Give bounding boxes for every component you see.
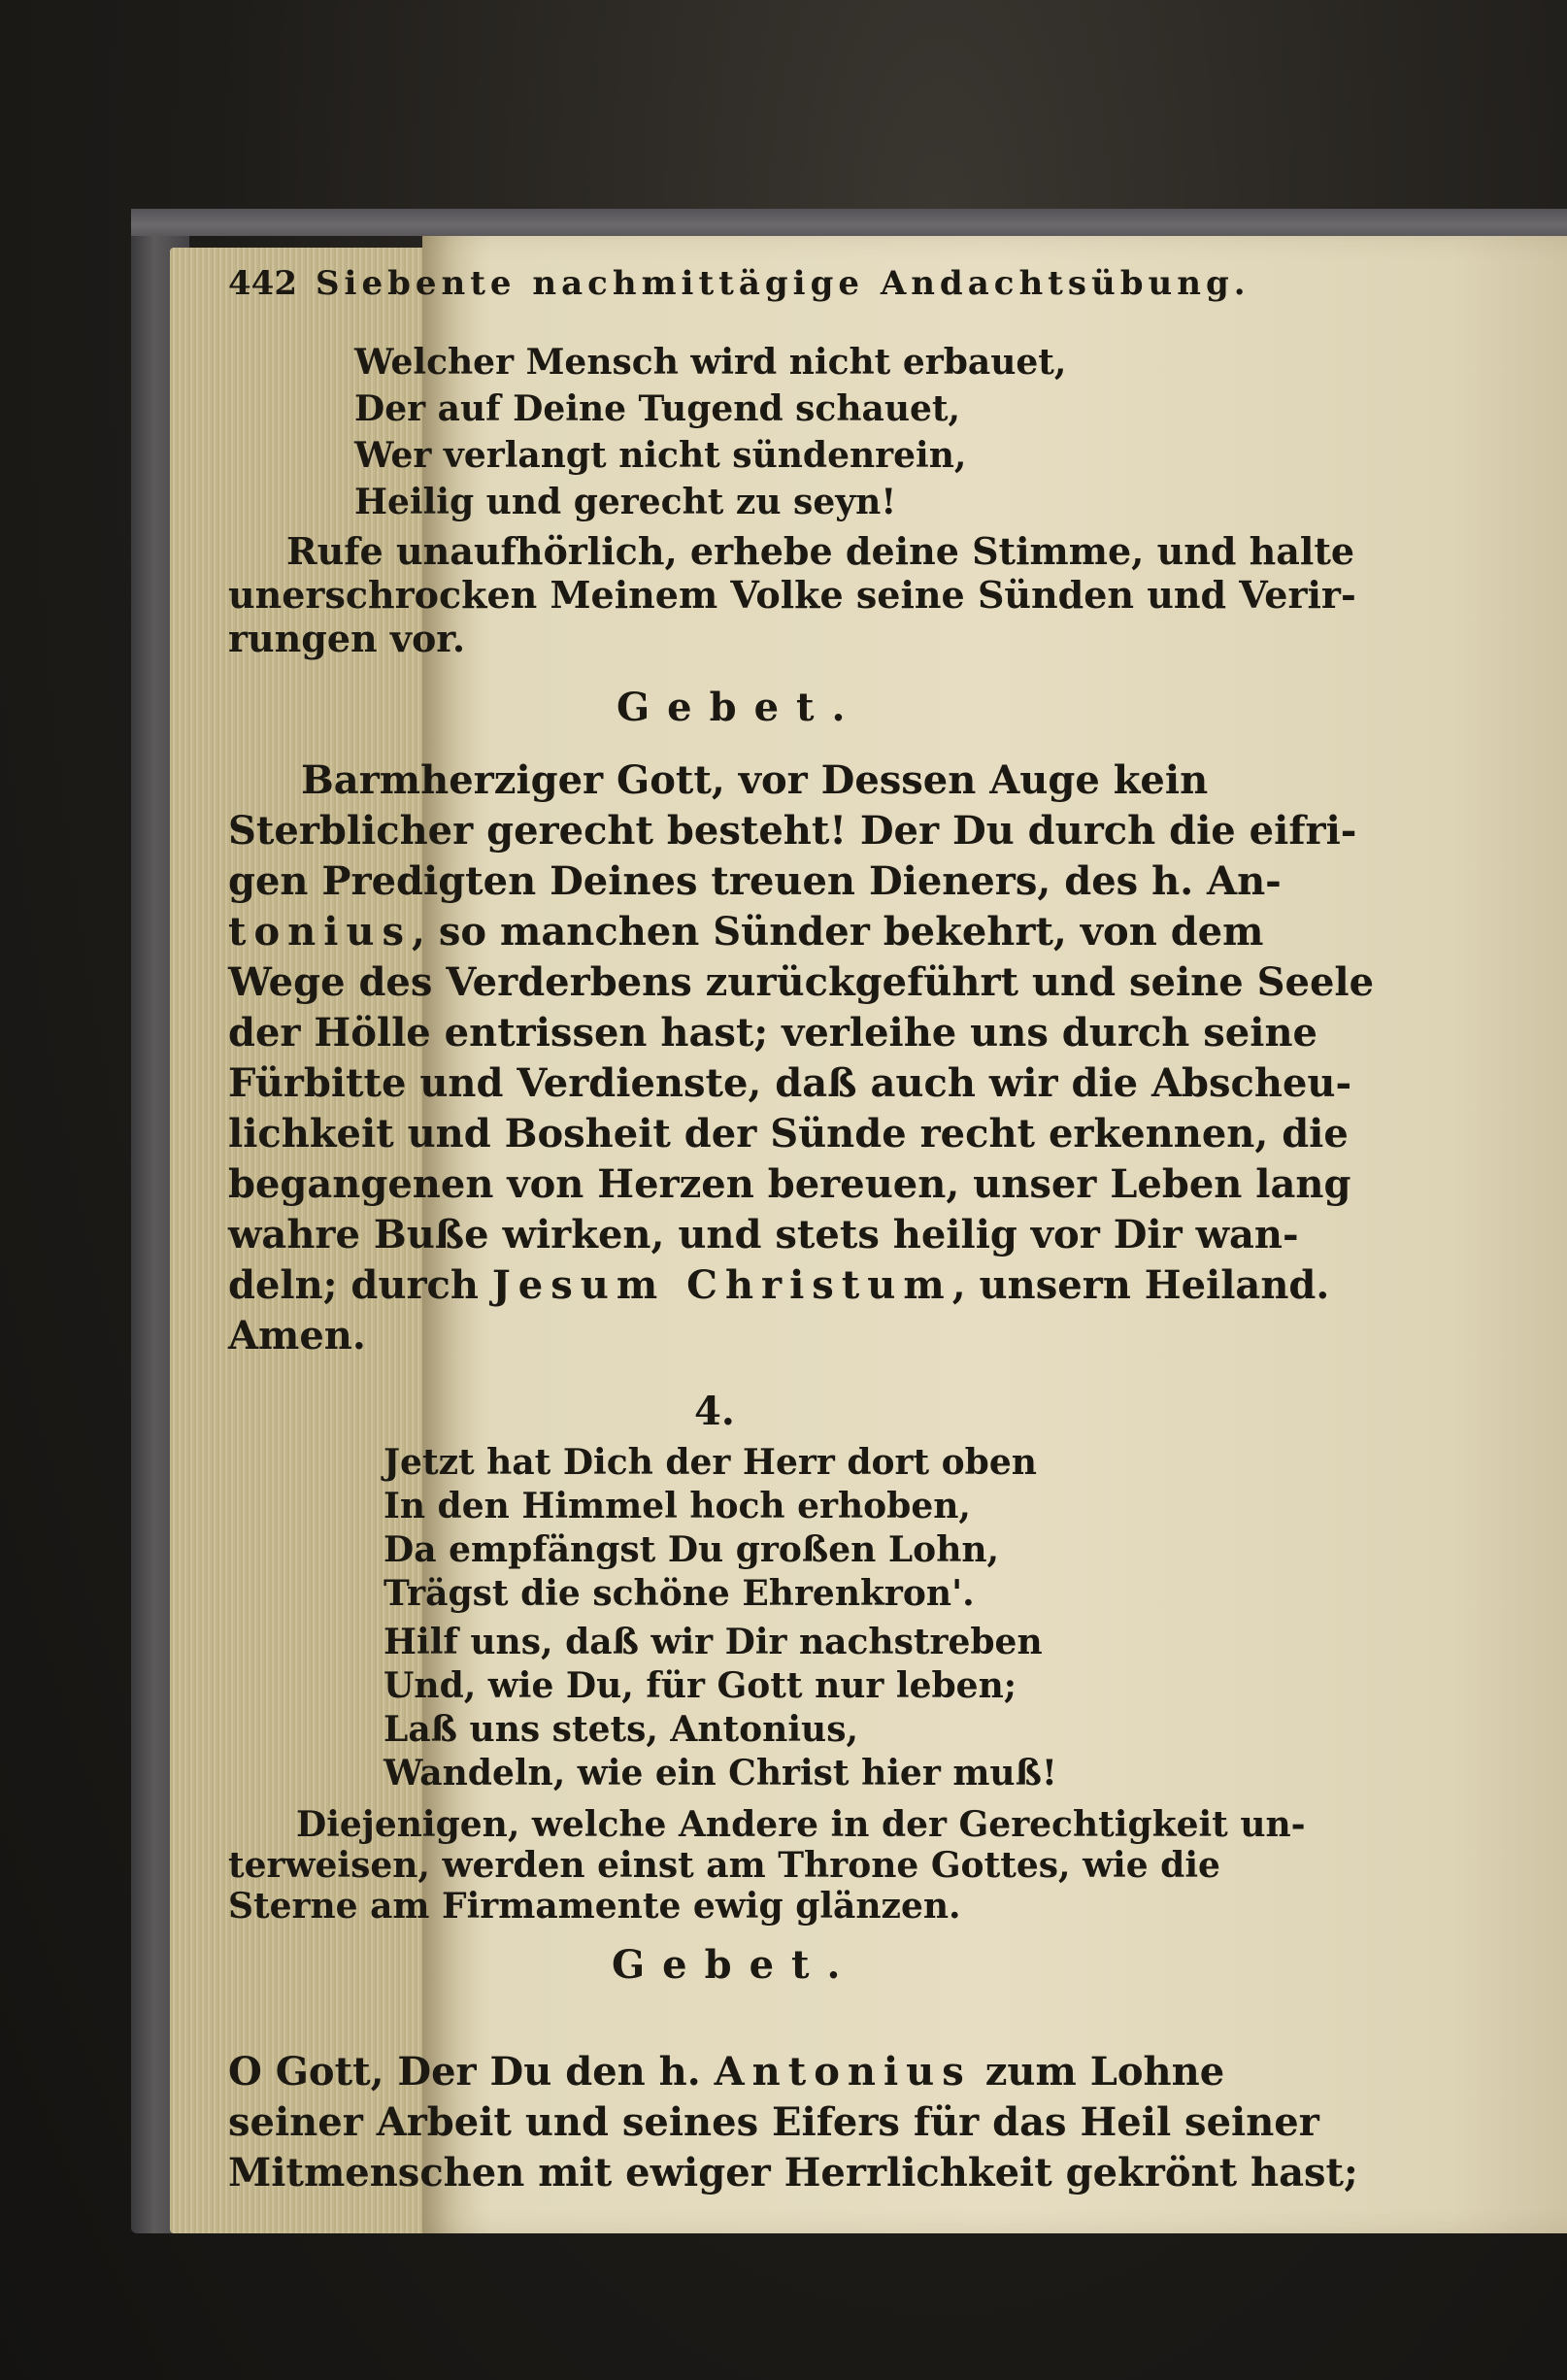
- poem-line: Der auf Deine Tugend schauet,: [354, 388, 961, 429]
- poem-line: Trägst die schöne Ehrenkron'.: [383, 1573, 975, 1614]
- prayer-text: , unsern Heiland.: [951, 1262, 1330, 1308]
- running-header: [228, 252, 1296, 311]
- prayer-line: der Hölle entrissen hast; verleihe uns durch seine: [228, 1010, 1317, 1056]
- prayer-line: Amen.: [228, 1313, 366, 1358]
- paragraph-line: Sterne am Firmamente ewig glänzen.: [228, 1886, 961, 1927]
- christ-name: Jesum Christum: [491, 1262, 952, 1308]
- prayer-line: Sterblicher gerecht besteht! Der Du durch die eifri-: [228, 808, 1357, 854]
- poem-line: Hilf uns, daß wir Dir nachstreben: [383, 1622, 1043, 1662]
- paragraph-line: Rufe unaufhörlich, erhebe deine Stimme, und halte: [286, 529, 1355, 573]
- page-text: [228, 252, 1375, 2049]
- prayer-line: Wege des Verderbens zurückgeführt und seine Seele: [228, 959, 1375, 1005]
- prayer-text: O Gott, Der Du den h.: [228, 2049, 715, 2095]
- prayer-line: Barmherziger Gott, vor Dessen Auge kein: [301, 757, 1209, 803]
- prayer-line: [228, 2049, 1224, 2095]
- page-text-bottom: [228, 2049, 1358, 2340]
- prayer-line: Mitmenschen mit ewiger Herrlichkeit gekrönt hast;: [228, 2150, 1358, 2196]
- prayer-text: zum Lohne: [971, 2049, 1225, 2095]
- prayer-line: lichkeit und Bosheit der Sünde recht erkennen, die: [228, 1111, 1349, 1156]
- prayer-line: seiner Arbeit und seines Eifers für das Heil seiner: [228, 2099, 1319, 2145]
- prayer-line: Fürbitte und Verdienste, daß auch wir die Abscheu-: [228, 1060, 1352, 1106]
- poem-line: Welcher Mensch wird nicht erbauet,: [354, 342, 1067, 383]
- poem-line: Und, wie Du, für Gott nur leben;: [383, 1665, 1017, 1706]
- poem-line: In den Himmel hoch erhoben,: [383, 1486, 971, 1526]
- saint-name: tonius: [228, 909, 413, 955]
- prayer-line: [228, 909, 1263, 955]
- page-number: 442: [228, 264, 297, 303]
- saint-name: Antonius: [714, 2049, 972, 2095]
- paragraph-line: unerschrocken Meinem Volke seine Sünden und Verir-: [228, 573, 1356, 617]
- poem-line: Wandeln, wie ein Christ hier muß!: [383, 1753, 1057, 1793]
- prayer-text: , so manchen Sünder bekehrt, von dem: [412, 909, 1264, 955]
- paragraph-line: rungen vor.: [228, 617, 466, 660]
- running-title: Siebente nachmittägige Andachtsübung.: [316, 264, 1250, 303]
- book-cover-top-edge: [131, 209, 1567, 236]
- poem-line: Da empfängst Du großen Lohn,: [383, 1529, 1000, 1570]
- prayer-line: wahre Buße wirken, und stets heilig vor Dir wan-: [228, 1212, 1299, 1257]
- paragraph-line: Diejenigen, welche Andere in der Gerechtigkeit un-: [296, 1804, 1306, 1845]
- poem-line: Jetzt hat Dich der Herr dort oben: [383, 1442, 1037, 1483]
- section-number: 4.: [694, 1389, 735, 1434]
- prayer-text: deln; durch: [228, 1262, 492, 1308]
- prayer-line: gen Predigten Deines treuen Dieners, des h. An-: [228, 858, 1282, 904]
- poem-line: Wer verlangt nicht sündenrein,: [354, 435, 967, 476]
- prayer-line: begangenen von Herzen bereuen, unser Leben lang: [228, 1161, 1351, 1207]
- prayer-line: [228, 1262, 1329, 1308]
- section-heading: Gebet.: [612, 1942, 858, 1988]
- poem-line: Heilig und gerecht zu seyn!: [354, 482, 897, 522]
- paragraph-line: terweisen, werden einst am Throne Gottes, wie die: [228, 1845, 1220, 1886]
- section-heading: Gebet.: [617, 685, 863, 730]
- poem-line: Laß uns stets, Antonius,: [383, 1709, 859, 1750]
